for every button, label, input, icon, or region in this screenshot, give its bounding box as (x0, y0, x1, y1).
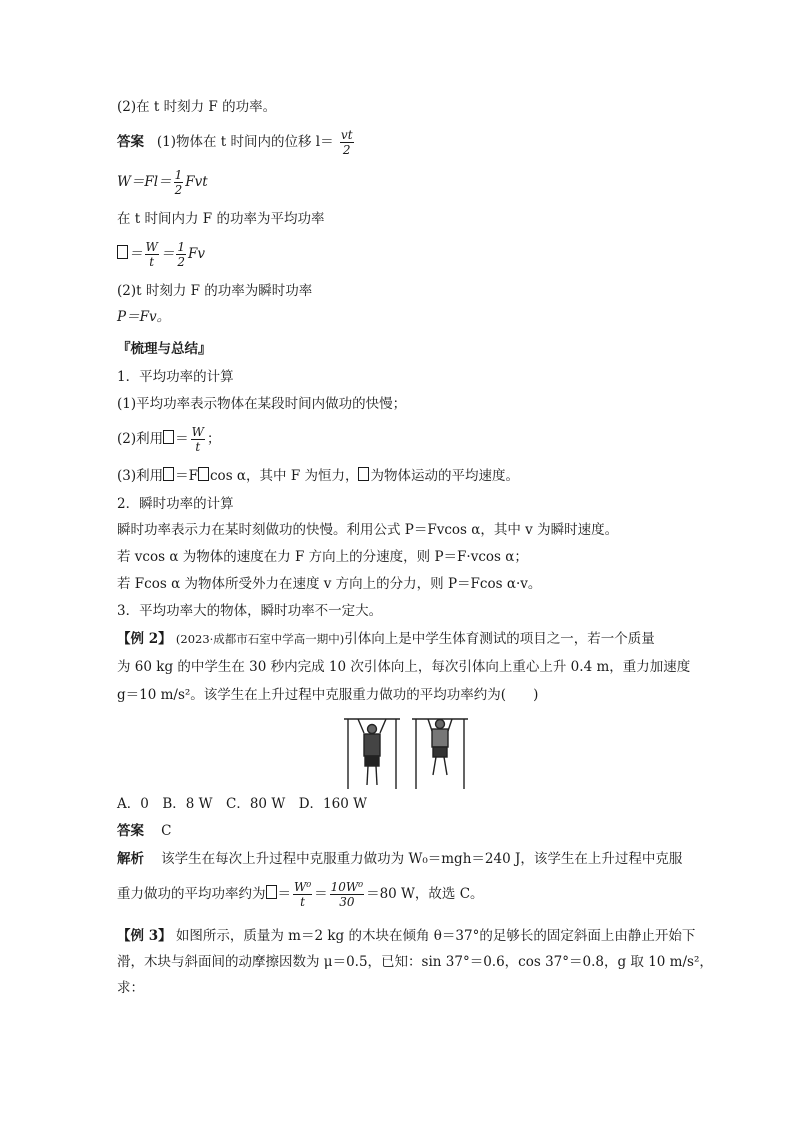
section-1-item-3: (3)利用 ＝F cos α，其中 F 为恒力， 为物体运动的平均速度。 (117, 468, 519, 484)
answer-value: C (161, 823, 172, 839)
analysis-label: 解析 (117, 851, 144, 867)
p-bar-symbol (163, 430, 174, 444)
work-equation: W＝Fl＝ $\frac{1}{2}$ Fvt (117, 168, 208, 197)
example-2-tag: 【例 2】 (117, 631, 172, 647)
pull-up-figure-right (412, 719, 468, 789)
example-2-answer (117, 822, 172, 840)
p-bar-symbol (163, 467, 174, 481)
instant-power-intro: (2)t 时刻力 F 的功率为瞬时功率 (117, 283, 313, 299)
example-3-line-2: 滑，木块与斜面间的动摩擦因数为 μ＝0.5，已知：sin 37°＝0.6，cos 37°＝0.8，g 取 10 m/s²， (117, 954, 713, 970)
example-2-line-1: 【例 2】 (2023·成都市石室中学高一期中)引体向上是中学生体育测试的项目之一，若一个质量 (117, 631, 655, 647)
v-bar-symbol (358, 467, 369, 481)
p-bar-symbol (266, 885, 277, 899)
example-2-source: (2023·成都市石室中学高一期中) (175, 632, 345, 646)
average-power-equation: ＝ $\frac{W}{t}$ ＝ $\frac{1}{2}$ Fv (117, 240, 205, 269)
answer-label: 答案 (117, 134, 144, 150)
example-2-options: A．0 B．8 W C．80 W D．160 W (117, 796, 367, 812)
section-2-title: 2．瞬时功率的计算 (117, 496, 234, 512)
section-1-item-1: (1)平均功率表示物体在某段时间内做功的快慢； (117, 396, 407, 412)
answer-label: 答案 (117, 823, 144, 839)
example-3-line-3: 求： (117, 980, 144, 996)
question-2: (2)在 t 时刻力 F 的功率。 (117, 99, 277, 115)
average-power-intro: 在 t 时间内力 F 的功率为平均功率 (117, 211, 325, 227)
section-1-item-2: (2)利用 ＝ $\frac{W}{t}$ ； (117, 425, 221, 454)
answer-1-text: (1)物体在 t 时间内的位移 l＝ (156, 134, 334, 150)
section-3: 3．平均功率大的物体，瞬时功率不一定大。 (117, 603, 383, 619)
example-2-line-2: 为 60 kg 的中学生在 30 秒内完成 10 次引体向上，每次引体向上重心上升 0.4 m，重力加速度 (117, 659, 691, 675)
example-2-analysis-line-2: 重力做功的平均功率约为 ＝ $\frac{\text{W⁰}}{t}$ ＝ $\frac{\text{10W⁰}}{30}$ ＝80 W，故选 C。 (117, 880, 484, 909)
example-3-tag: 【例 3】 (117, 928, 172, 944)
section-2-line-2: 若 vcos α 为物体的速度在力 F 方向上的分速度，则 P＝F·vcos α； (117, 549, 528, 565)
example-2-line-3: g＝10 m/s²。该学生在上升过程中克服重力做功的平均功率约为( ) (117, 687, 539, 703)
pull-up-figure-left (344, 719, 400, 789)
v-bar-symbol (198, 467, 209, 481)
p-bar-symbol (117, 245, 128, 259)
section-2-line-1: 瞬时功率表示力在某时刻做功的快慢。利用公式 P＝Fvcos α，其中 v 为瞬时速度。 (117, 522, 619, 538)
section-2-line-3: 若 Fcos α 为物体所受外力在速度 v 方向上的分力，则 P＝Fcos α·v。 (117, 576, 542, 592)
instant-power-equation: P＝Fv。 (117, 309, 171, 325)
answer-1-line (117, 128, 356, 157)
pull-up-illustration (340, 713, 480, 791)
section-1-title: 1．平均功率的计算 (117, 369, 234, 385)
displacement-fraction: $\frac{vt}{2}$ (340, 128, 353, 157)
example-2-analysis-line-1: 解析 该学生在每次上升过程中克服重力做功为 W₀＝mgh＝240 J，该学生在上升过程中克服 (117, 851, 683, 867)
summary-title: 『梳理与总结』 (117, 341, 212, 357)
example-3-line-1: 【例 3】 如图所示，质量为 m＝2 kg 的木块在倾角 θ＝37°的足够长的固定斜面上由静止开始下 (117, 928, 696, 944)
